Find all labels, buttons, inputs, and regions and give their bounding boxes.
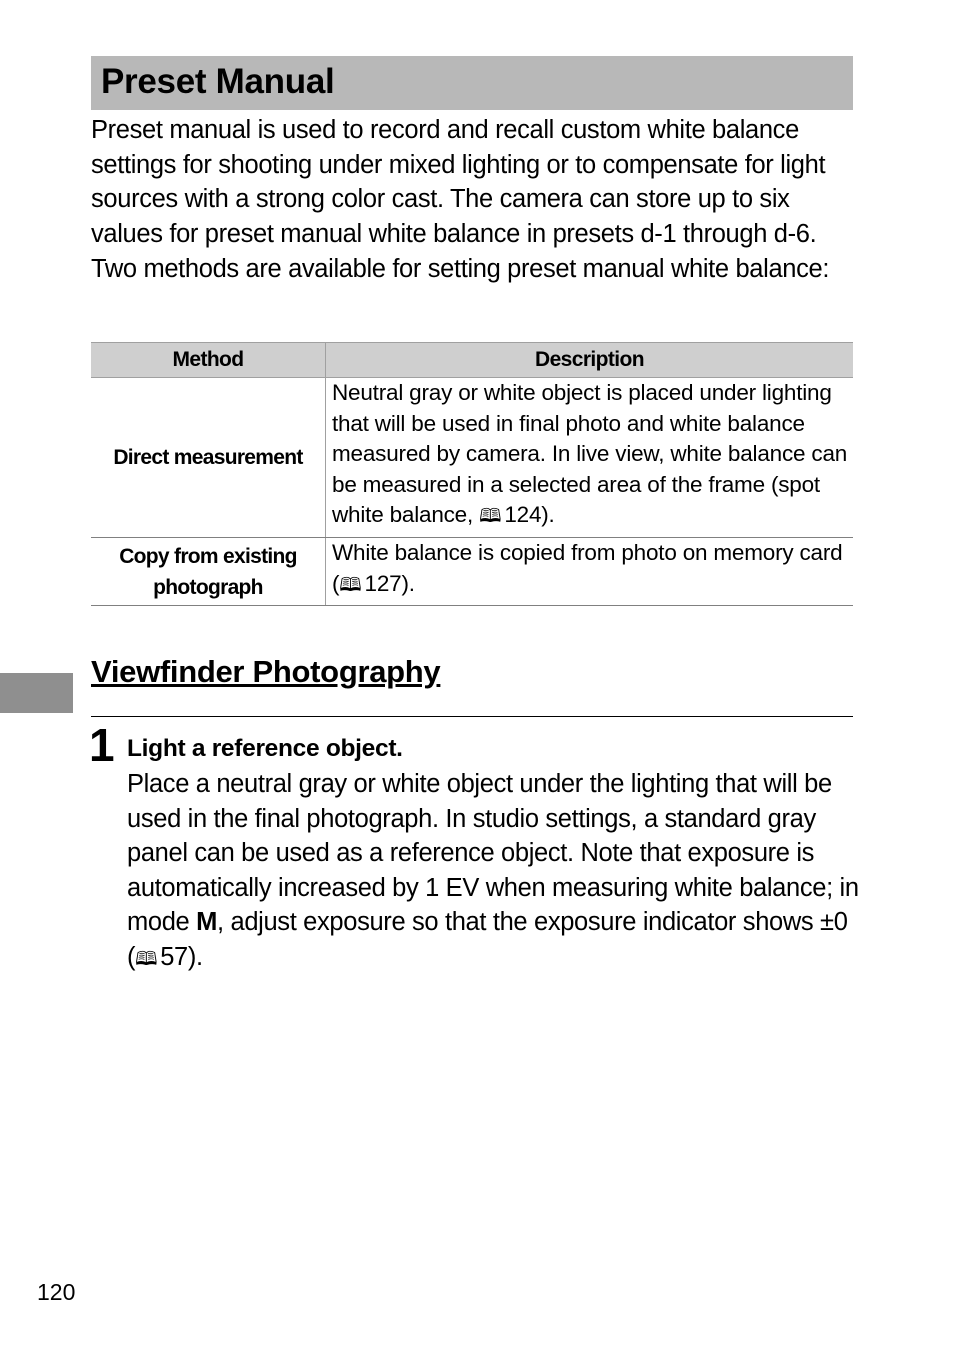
step-text-part1: Place a neutral gray or white object under the lighting that will be used in the final photograph. In studio settings, a standard gray panel can be used as a reference object. Note that exposure is automatically increased by 1 EV when measuring white balance; in mode [127,770,859,937]
section-rule [91,716,853,717]
methods-table [91,342,853,606]
mode-m-label: M [196,908,218,937]
section-title: Viewfinder Photography [91,654,441,689]
table-row [91,378,853,538]
description-cell [326,537,854,605]
description-suffix: ). [541,502,555,528]
step-title: Light a reference object. [127,735,403,762]
step-text-suffix: ). [187,942,203,971]
description-suffix: ). [401,570,415,596]
description-text: White balance is copied from photo on memory card ( [332,539,843,596]
page-number: 120 [37,1279,76,1305]
intro-paragraph [91,113,861,287]
page-ref[interactable]: 57 [160,942,188,971]
description-text: Neutral gray or white object is placed under lighting that will be used in final photo and white balance measured by camera. In live view, white balance can be measured in a selected area of the frame (spot white balance, [332,380,848,528]
header-method: Method [91,343,326,378]
intro-text: Preset manual is used to record and recall custom white balance settings for shooting under mixed lighting or to compensate for light sources with a strong color cast. The camera can store up to six values for preset manual white balance in presets d-1 through d-6. Two methods are available for setting preset manual white balance: [91,116,830,283]
page-ref[interactable]: 124 [504,502,542,528]
step-text [127,767,859,978]
step-number: 1 [89,719,114,771]
chapter-side-tab [0,673,73,713]
book-reference-icon: 🕮 [135,948,158,970]
table-header-row [91,343,853,378]
step-text-part2: , adjust exposure so that the exposure indicator shows ±0 ( [127,908,848,971]
method-cell: Copy from existing photograph [91,537,326,605]
book-reference-icon: 🕮 [339,574,362,596]
book-reference-icon: 🕮 [479,506,502,528]
table-row [91,537,853,605]
title-bar [91,56,853,110]
page-ref[interactable]: 127 [364,570,402,596]
method-cell: Direct measurement [91,378,326,538]
step-body [127,767,859,978]
description-cell [326,378,854,538]
header-description: Description [326,343,854,378]
page-title: Preset Manual [101,62,335,101]
